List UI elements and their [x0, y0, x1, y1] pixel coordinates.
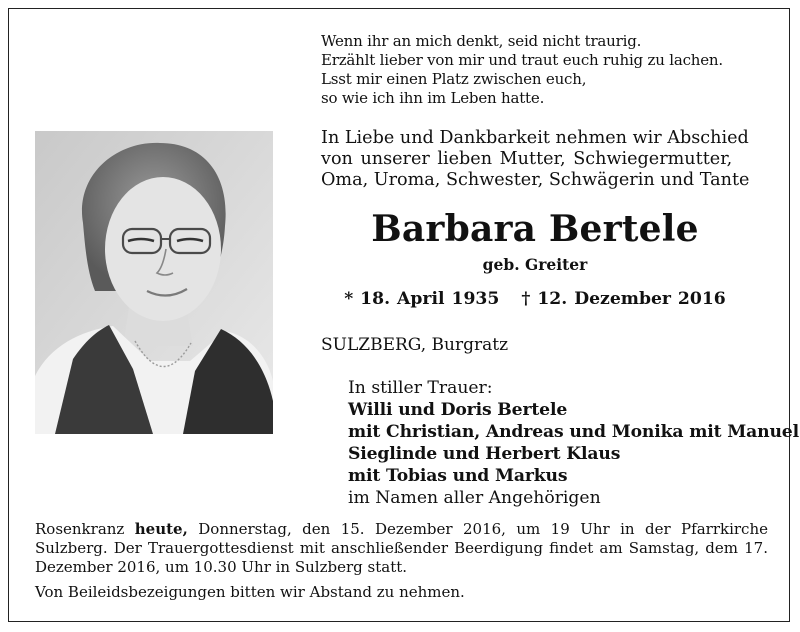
portrait-image [35, 131, 273, 434]
closing-note: Von Beileidsbezeigungen bitten wir Abstand zu nehmen. [35, 583, 465, 601]
poem-line: Erzählt lieber von mir und traut euch ruhig zu lachen. [321, 51, 723, 69]
announcement-emphasis: heute, [134, 520, 188, 538]
mourner-line: mit Tobias und Markus [348, 466, 568, 486]
announcement-start: Rosenkranz [35, 520, 135, 538]
life-dates [320, 289, 750, 309]
deceased-name: Barbara Bertele [371, 208, 699, 250]
mourner-line: Sieglinde und Herbert Klaus [348, 444, 621, 464]
poem-line: Lsst mir einen Platz zwischen euch, [321, 70, 587, 88]
intro-line: In Liebe und Dankbarkeit nehmen wir Abschied [321, 128, 749, 148]
intro-text [321, 128, 751, 191]
announcement-rest: Donnerstag, den 15. Dezember 2016, um 19 Uhr in der Pfarrkirche Sulzberg. Der Trauergottesdienst mit anschließender Beerdigung findet am Samstag, dem 17. Dezember 2016, um 10.30 Uhr in Sulzberg statt. [35, 520, 768, 576]
death-date: † 12. Dezember 2016 [521, 289, 726, 309]
service-announcement [35, 520, 768, 577]
birth-date: * 18. April 1935 [344, 289, 500, 309]
poem-line: Wenn ihr an mich denkt, seid nicht traurig. [321, 32, 642, 50]
mourners-heading: In stiller Trauer: [348, 378, 493, 398]
mourners-block [348, 377, 799, 509]
residence: SULZBERG, Burgratz [321, 335, 509, 355]
intro-line: von unserer lieben Mutter, Schwiegermutter, [321, 149, 733, 169]
mourners-footer: im Namen aller Angehörigen [348, 488, 601, 508]
poem-line: so wie ich ihn im Leben hatte. [321, 89, 545, 107]
mourner-line: Willi und Doris Bertele [348, 400, 568, 420]
portrait-photo [35, 131, 273, 434]
maiden-name: geb. Greiter [482, 255, 588, 274]
intro-line: Oma, Uroma, Schwester, Schwägerin und Tante [321, 170, 750, 190]
poem [321, 32, 781, 108]
mourner-line: mit Christian, Andreas und Monika mit Manuel [348, 422, 799, 442]
